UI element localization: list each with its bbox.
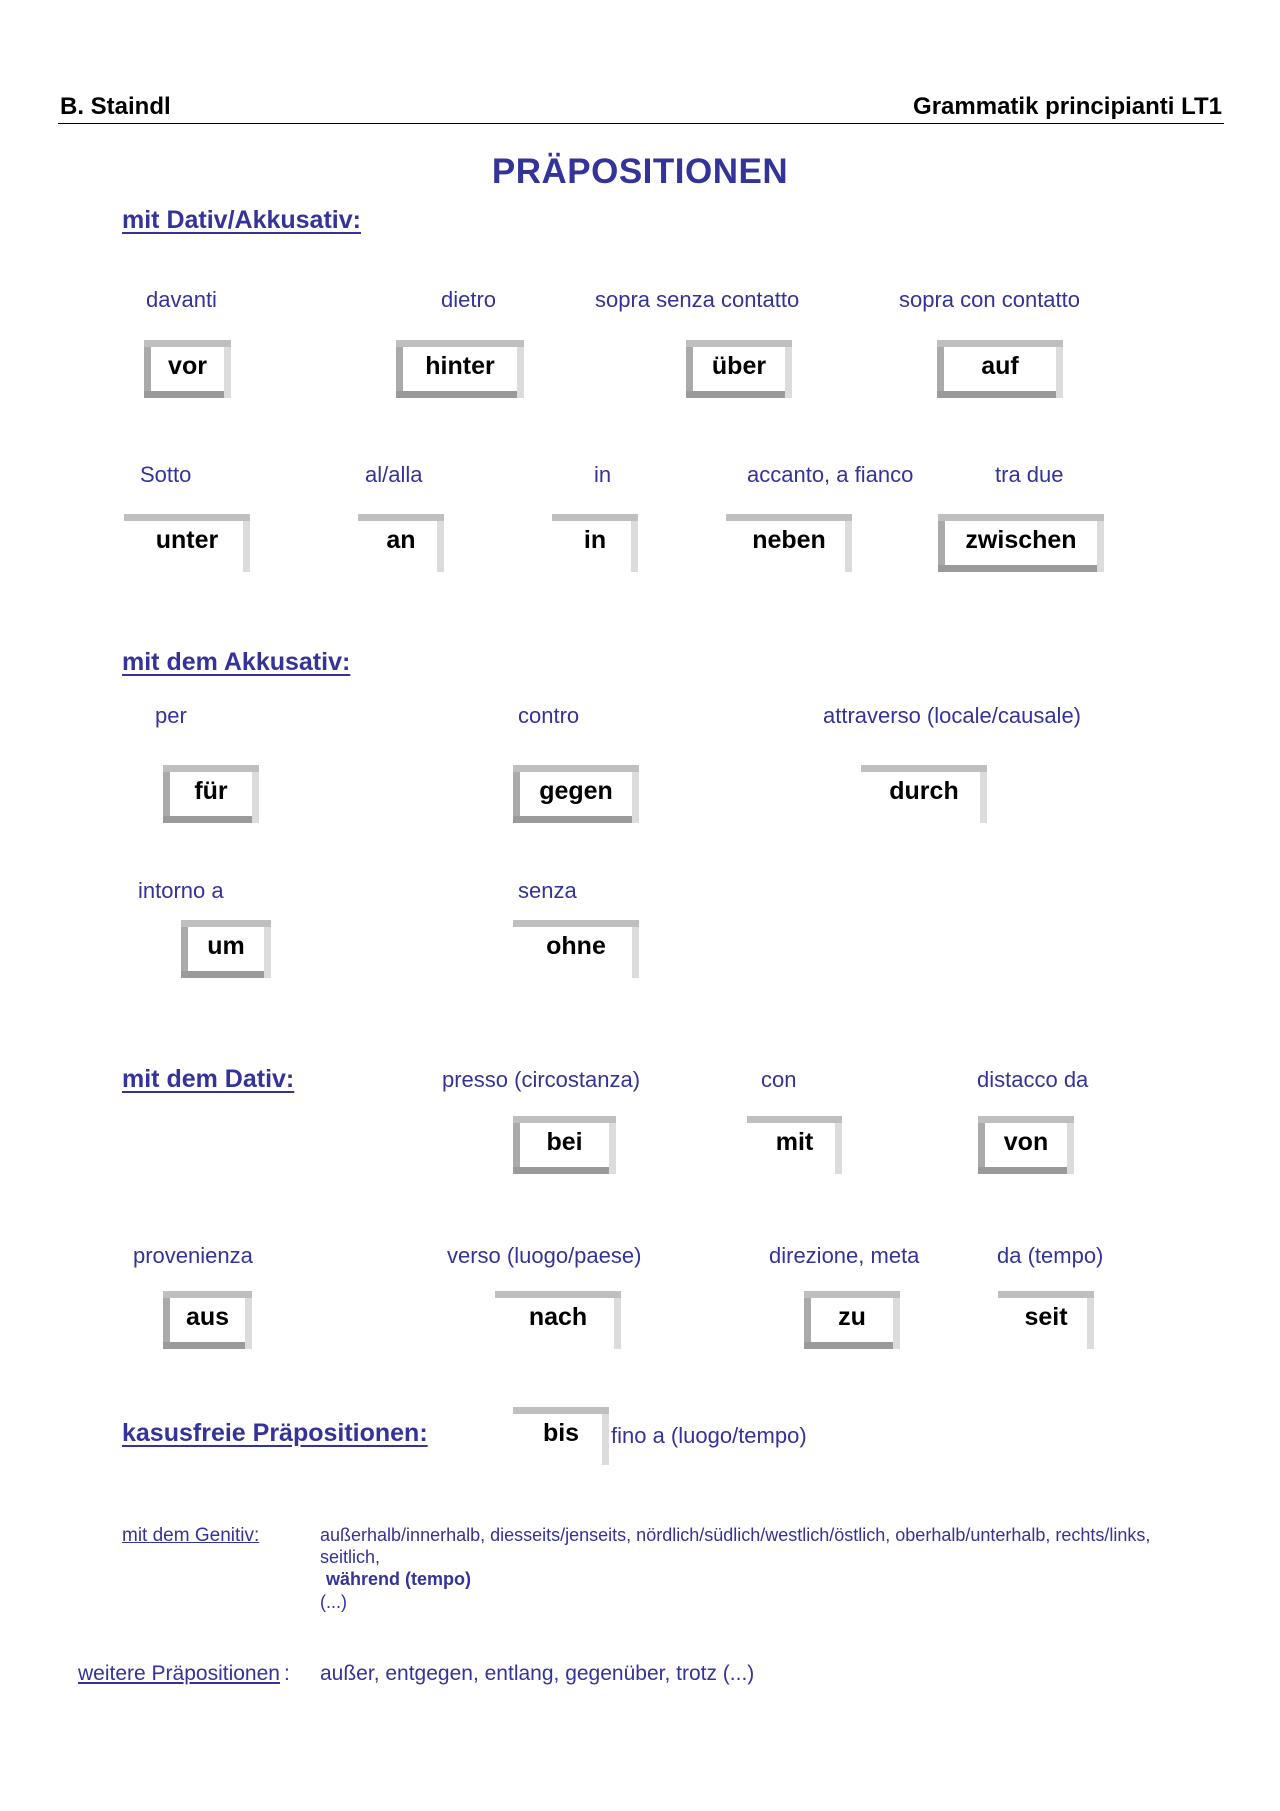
page-title: PRÄPOSITIONEN: [491, 152, 789, 191]
italian-label: direzione, meta: [769, 1243, 920, 1268]
preposition-word: nach: [528, 1303, 588, 1331]
box-edge-top: [937, 340, 1063, 347]
italian-label: dietro: [441, 287, 497, 312]
italian-label: accanto, a fianco: [747, 462, 914, 487]
box-edge-top: [998, 1291, 1094, 1298]
box-edge-bottom: [396, 391, 517, 398]
italian-label: davanti: [146, 287, 217, 312]
preposition-box-von: [978, 1116, 1074, 1174]
genitiv-waehrend: während (tempo): [326, 1569, 472, 1589]
italian-label: attraverso (locale/causale): [823, 703, 1082, 728]
preposition-box-durch: [861, 765, 987, 823]
box-edge-top: [163, 1291, 252, 1298]
preposition-word: um: [207, 932, 245, 960]
italian-label: con: [761, 1067, 797, 1092]
preposition-box-vor: [144, 340, 231, 398]
italian-label: senza: [518, 878, 577, 903]
box-edge-bottom: [804, 1342, 893, 1349]
box-edge-bottom: [686, 391, 785, 398]
box-edge-bottom: [938, 565, 1097, 572]
box-edge-top: [513, 765, 639, 772]
italian-label: presso (circostanza): [442, 1067, 641, 1092]
box-edge-top: [978, 1116, 1074, 1123]
preposition-word: hinter: [425, 352, 495, 380]
preposition-box-unter: [124, 514, 250, 572]
preposition-word: seit: [1024, 1303, 1068, 1331]
italian-label: tra due: [995, 462, 1064, 487]
italian-label: sopra senza contatto: [595, 287, 800, 312]
preposition-word: gegen: [539, 777, 613, 805]
preposition-box-gegen: [513, 765, 639, 823]
preposition-word: in: [583, 526, 607, 554]
box-edge-bottom: [181, 971, 264, 978]
preposition-box-hinter: [396, 340, 524, 398]
box-edge-bottom: [163, 816, 252, 823]
preposition-box-bis: [513, 1407, 609, 1465]
weitere-colon: :: [284, 1662, 290, 1685]
preposition-box-neben: [726, 514, 852, 572]
preposition-word: durch: [889, 777, 959, 805]
preposition-word: von: [1003, 1128, 1049, 1156]
box-edge-bottom: [144, 391, 224, 398]
box-edge-top: [181, 920, 271, 927]
box-edge-top: [747, 1116, 842, 1123]
box-edge-top: [552, 514, 638, 521]
preposition-box-ohne: [513, 920, 639, 978]
preposition-word: ohne: [546, 932, 606, 960]
preposition-box-auf: [937, 340, 1063, 398]
box-edge-top: [124, 514, 250, 521]
box-edge-top: [513, 1407, 609, 1414]
preposition-box-nach: [495, 1291, 621, 1349]
box-edge-top: [861, 765, 987, 772]
preposition-word: über: [711, 352, 767, 380]
header-rule: [58, 123, 1224, 124]
genitiv-label: mit dem Genitiv:: [122, 1525, 260, 1546]
box-edge-bottom: [513, 1167, 609, 1174]
course-name: Grammatik principianti LT1: [913, 93, 1222, 120]
preposition-box-fuer: [163, 765, 259, 823]
preposition-box-ueber: [686, 340, 792, 398]
box-edge-bottom: [937, 391, 1056, 398]
preposition-box-zu: [804, 1291, 900, 1349]
genitiv-ellipsis: (...): [320, 1592, 347, 1612]
genitiv-list: außerhalb/innerhalb, diesseits/jenseits, nördlich/südlich/westlich/östlich, oberhalb/unterhalb, rechts/links,: [320, 1525, 1151, 1545]
italian-label: intorno a: [138, 878, 224, 903]
box-edge-top: [144, 340, 231, 347]
preposition-word: an: [386, 526, 416, 554]
preposition-word: zwischen: [965, 526, 1077, 554]
box-edge-top: [163, 765, 259, 772]
genitiv-list-cont: seitlich,: [320, 1547, 381, 1567]
preposition-box-an: [358, 514, 444, 572]
preposition-box-bei: [513, 1116, 616, 1174]
italian-label: Sotto: [140, 462, 192, 487]
preposition-box-mit: [747, 1116, 842, 1174]
box-edge-top: [495, 1291, 621, 1298]
preposition-box-zwischen: [938, 514, 1104, 572]
preposition-word: auf: [981, 352, 1019, 380]
box-edge-bottom: [513, 816, 632, 823]
box-edge-top: [938, 514, 1104, 521]
box-edge-top: [804, 1291, 900, 1298]
preposition-word: für: [194, 777, 228, 805]
italian-label: fino a (luogo/tempo): [611, 1423, 807, 1448]
preposition-word: unter: [155, 526, 219, 554]
preposition-word: bis: [542, 1419, 580, 1447]
italian-label: al/alla: [365, 462, 423, 487]
box-edge-top: [686, 340, 792, 347]
preposition-box-aus: [163, 1291, 252, 1349]
box-edge-bottom: [978, 1167, 1067, 1174]
box-edge-top: [726, 514, 852, 521]
italian-label: contro: [518, 703, 580, 728]
italian-label: per: [155, 703, 187, 728]
section-dativ-akkusativ: mit Dativ/Akkusativ:: [122, 206, 361, 234]
box-edge-top: [396, 340, 524, 347]
preposition-word: neben: [752, 526, 826, 554]
preposition-word: vor: [168, 352, 207, 380]
preposition-box-um: [181, 920, 271, 978]
weitere-list: außer, entgegen, entlang, gegenüber, trotz (...): [320, 1662, 755, 1685]
italian-label: distacco da: [977, 1067, 1089, 1092]
italian-label: in: [594, 462, 612, 487]
section-kasusfrei: kasusfreie Präpositionen:: [122, 1419, 428, 1447]
box-edge-bottom: [163, 1342, 245, 1349]
author-name: B. Staindl: [60, 93, 171, 120]
preposition-word: aus: [185, 1303, 230, 1331]
section-dativ: mit dem Dativ:: [122, 1065, 295, 1093]
italian-label: provenienza: [133, 1243, 253, 1268]
box-edge-top: [358, 514, 444, 521]
weitere-label: weitere Präpositionen: [78, 1662, 280, 1685]
preposition-box-in: [552, 514, 638, 572]
italian-label: verso (luogo/paese): [447, 1243, 642, 1268]
italian-label: da (tempo): [997, 1243, 1104, 1268]
preposition-box-seit: [998, 1291, 1094, 1349]
italian-label: sopra con contatto: [899, 287, 1081, 312]
preposition-word: bei: [546, 1128, 583, 1156]
preposition-word: zu: [838, 1303, 866, 1331]
section-akkusativ: mit dem Akkusativ:: [122, 648, 351, 676]
box-edge-top: [513, 920, 639, 927]
preposition-word: mit: [775, 1128, 814, 1156]
box-edge-top: [513, 1116, 616, 1123]
